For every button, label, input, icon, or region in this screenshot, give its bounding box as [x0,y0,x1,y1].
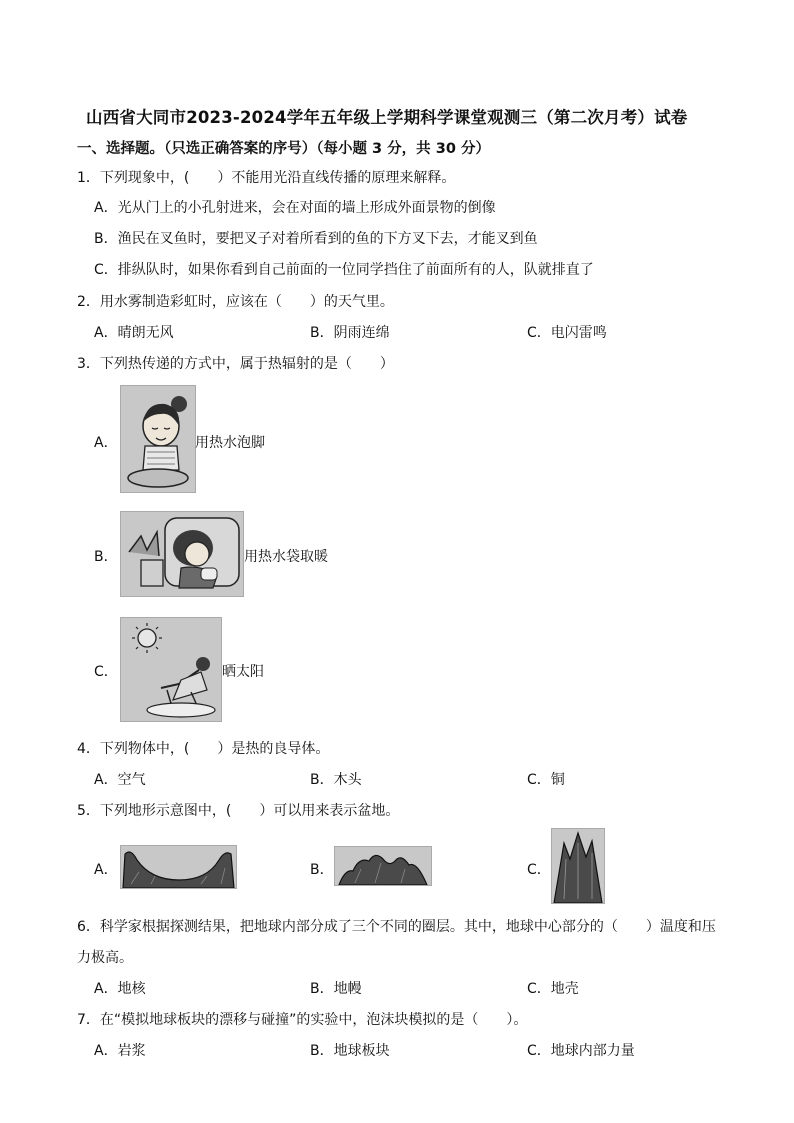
hills-landform-image [334,846,432,886]
question-2-option-b: B．阴雨连绵 [310,325,390,341]
question-4-stem: 4．下列物体中，( ）是热的良导体。 [77,741,330,757]
question-3-option-a-letter: A． [94,435,118,451]
question-7-option-b: B．地球板块 [310,1043,390,1059]
question-6-option-c: C．地壳 [527,981,579,997]
question-6-option-a: A．地核 [94,981,146,997]
question-4-option-c: C．铜 [527,772,565,788]
exam-title: 山西省大同市2023-2024学年五年级上学期科学课堂观测三（第二次月考）试卷 [86,108,688,127]
question-7-option-c: C．地球内部力量 [527,1043,635,1059]
question-1-option-c: C．排纵队时，如果你看到自己前面的一位同学挡住了前面所有的人，队就排直了 [94,262,594,278]
question-2-option-c: C．电闪雷鸣 [527,325,607,341]
question-3-option-a-caption: 用热水泡脚 [195,435,265,451]
question-3-option-c-caption: 晒太阳 [222,664,264,680]
question-1-stem: 1．下列现象中，( ）不能用光沿直线传播的原理来解释。 [77,170,456,186]
question-3-option-b-letter: B． [94,549,118,565]
question-5-stem: 5．下列地形示意图中，( ）可以用来表示盆地。 [77,803,400,819]
question-1-option-a: A．光从门上的小孔射进来，会在对面的墙上形成外面景物的倒像 [94,200,496,216]
question-5-option-a-letter: A． [94,862,118,878]
question-5-option-b-letter: B． [310,862,334,878]
hot-water-bag-image [120,511,244,597]
question-2-option-a: A．晴朗无风 [94,325,174,341]
question-4-option-b: B．木头 [310,772,362,788]
question-7-stem: 7．在“模拟地球板块的漂移与碰撞”的实验中，泡沫块模拟的是（ ）。 [77,1012,528,1028]
question-3-option-b-caption: 用热水袋取暖 [244,549,328,565]
question-3-stem: 3．下列热传递的方式中，属于热辐射的是（ ） [77,356,394,372]
question-2-stem: 2．用水雾制造彩虹时，应该在（ ）的天气里。 [77,294,394,310]
section-heading: 一、选择题。（只选正确答案的序号）（每小题 3 分，共 30 分） [77,141,490,157]
mountains-landform-image [551,828,605,904]
question-6-stem-line1: 6．科学家根据探测结果，把地球内部分成了三个不同的圈层。其中，地球中心部分的（ ）温度和压 [77,919,716,935]
question-6-stem-line2: 力极高。 [77,950,133,966]
question-4-option-a: A．空气 [94,772,146,788]
foot-soaking-image [120,385,196,493]
question-3-option-c-letter: C． [94,664,118,680]
question-7-option-a: A．岩浆 [94,1043,146,1059]
question-6-option-b: B．地幔 [310,981,362,997]
sunbathing-image [120,617,222,722]
question-5-option-c-letter: C． [527,862,551,878]
question-1-option-b: B．渔民在叉鱼时，要把叉子对着所看到的鱼的下方叉下去，才能叉到鱼 [94,231,538,247]
basin-landform-image [120,845,237,889]
